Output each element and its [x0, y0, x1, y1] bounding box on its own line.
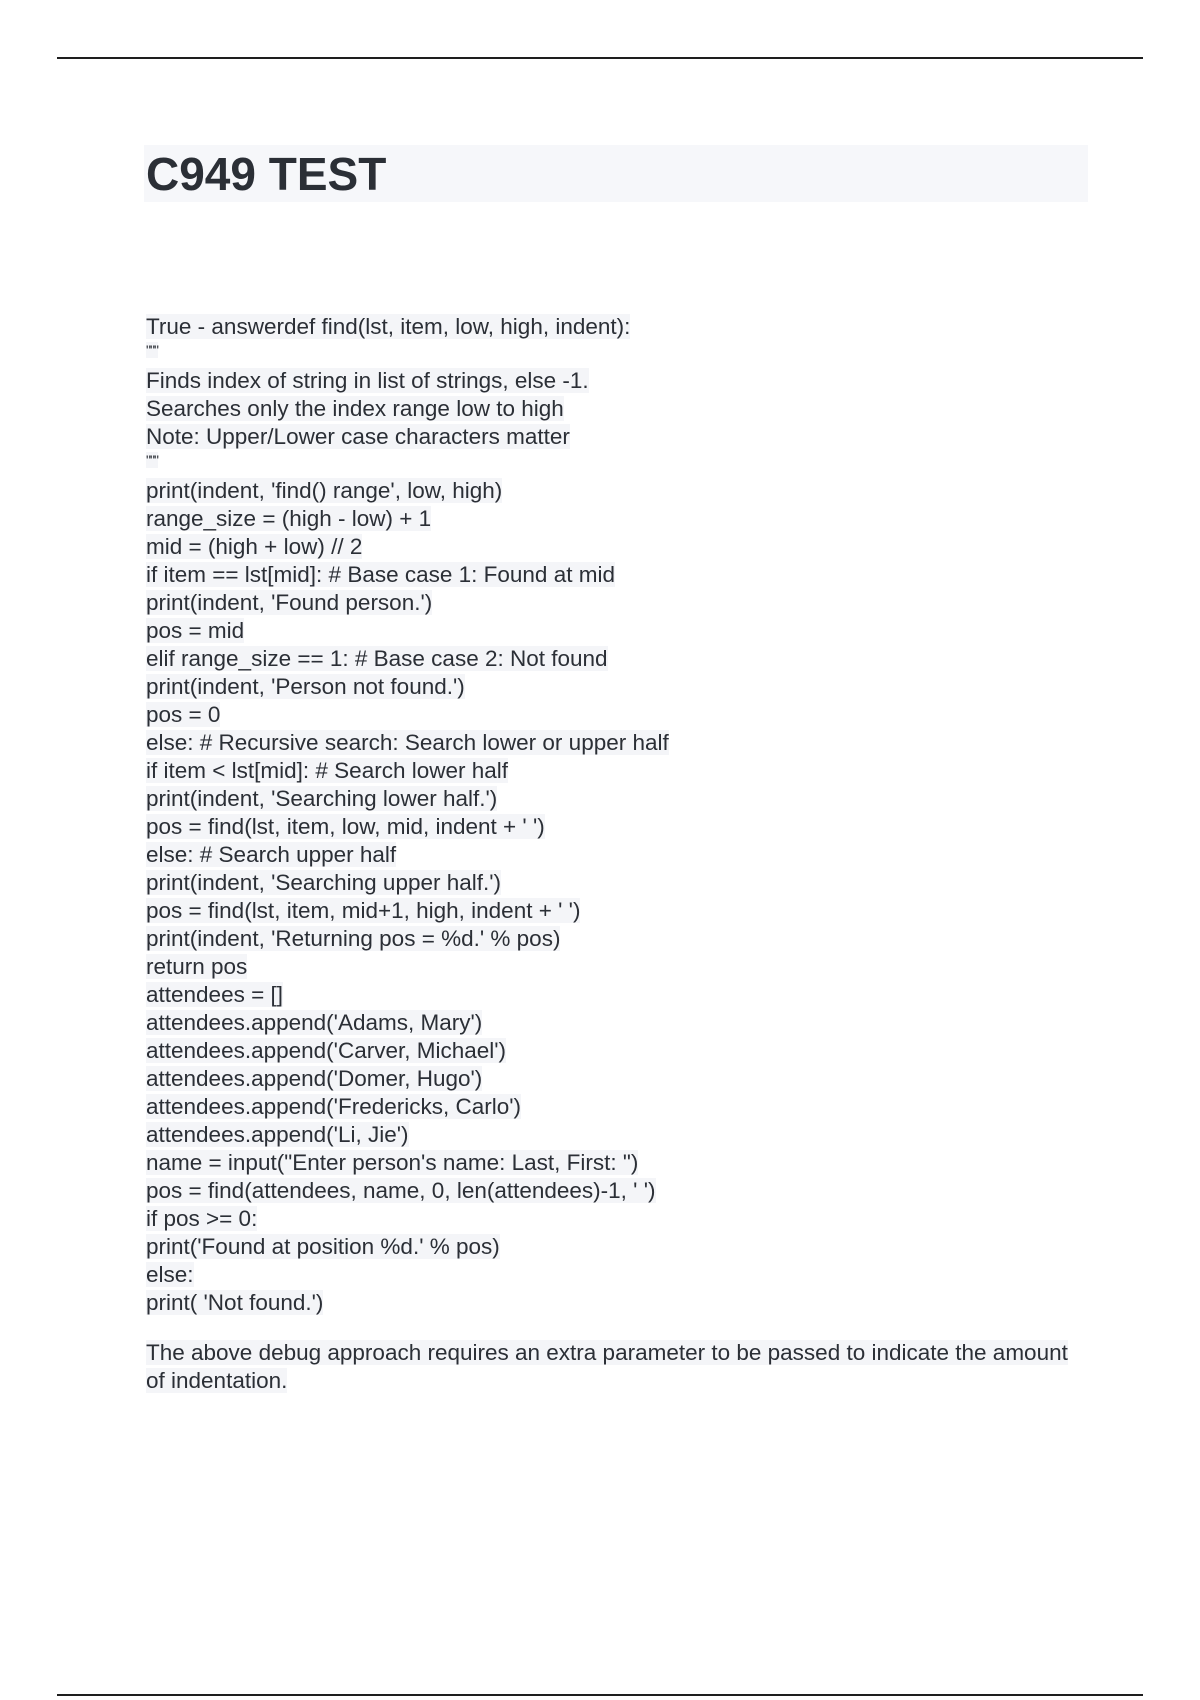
- text-line: print(indent, 'Found person.'): [146, 590, 433, 615]
- closing-paragraph: The above debug approach requires an extra parameter to be passed to indicate the amount of indentation.: [146, 1340, 1068, 1393]
- text-line: if item == lst[mid]: # Base case 1: Found at mid: [146, 562, 615, 587]
- text-line: """: [146, 452, 158, 468]
- text-line: pos = mid: [146, 618, 245, 643]
- header-rule: [57, 57, 1143, 59]
- text-line: range_size = (high - low) + 1: [146, 506, 432, 531]
- text-line: if item < lst[mid]: # Search lower half: [146, 758, 509, 783]
- text-line: print(indent, 'Returning pos = %d.' % pos): [146, 926, 561, 951]
- document-body: [146, 313, 1086, 1395]
- footer-rule: [57, 1694, 1143, 1696]
- text-line: print(indent, 'Searching lower half.'): [146, 786, 498, 811]
- text-line: attendees.append('Fredericks, Carlo'): [146, 1094, 522, 1119]
- text-line: Note: Upper/Lower case characters matter: [146, 424, 570, 449]
- text-line: Searches only the index range low to high: [146, 396, 564, 421]
- text-line: attendees.append('Domer, Hugo'): [146, 1066, 483, 1091]
- text-line: else: # Recursive search: Search lower or upper half: [146, 730, 669, 755]
- text-line: print('Found at position %d.' % pos): [146, 1234, 500, 1259]
- text-line: True - answerdef find(lst, item, low, high, indent):: [146, 314, 631, 339]
- text-line: name = input("Enter person's name: Last, First: "): [146, 1150, 639, 1175]
- text-line: print(indent, 'Searching upper half.'): [146, 870, 502, 895]
- page-title: C949 TEST: [146, 148, 387, 200]
- text-line: attendees.append('Adams, Mary'): [146, 1010, 483, 1035]
- text-line: print(indent, 'Person not found.'): [146, 674, 465, 699]
- text-line: pos = 0: [146, 702, 221, 727]
- text-line: Finds index of string in list of strings, else -1.: [146, 368, 589, 393]
- text-line: else:: [146, 1262, 194, 1287]
- text-line: print(indent, 'find() range', low, high): [146, 478, 503, 503]
- text-line: pos = find(lst, item, mid+1, high, indent + ' '): [146, 898, 581, 923]
- text-line: else: # Search upper half: [146, 842, 397, 867]
- text-line: print( 'Not found.'): [146, 1290, 324, 1315]
- text-line: pos = find(attendees, name, 0, len(attendees)-1, ' '): [146, 1178, 656, 1203]
- text-line: """: [146, 342, 158, 358]
- text-line: if pos >= 0:: [146, 1206, 258, 1231]
- text-line: elif range_size == 1: # Base case 2: Not found: [146, 646, 608, 671]
- text-line: pos = find(lst, item, low, mid, indent + ' '): [146, 814, 545, 839]
- text-line: attendees.append('Carver, Michael'): [146, 1038, 507, 1063]
- text-line: attendees.append('Li, Jie'): [146, 1122, 409, 1147]
- text-line: mid = (high + low) // 2: [146, 534, 363, 559]
- text-line: attendees = []: [146, 982, 283, 1007]
- text-line: return pos: [146, 954, 248, 979]
